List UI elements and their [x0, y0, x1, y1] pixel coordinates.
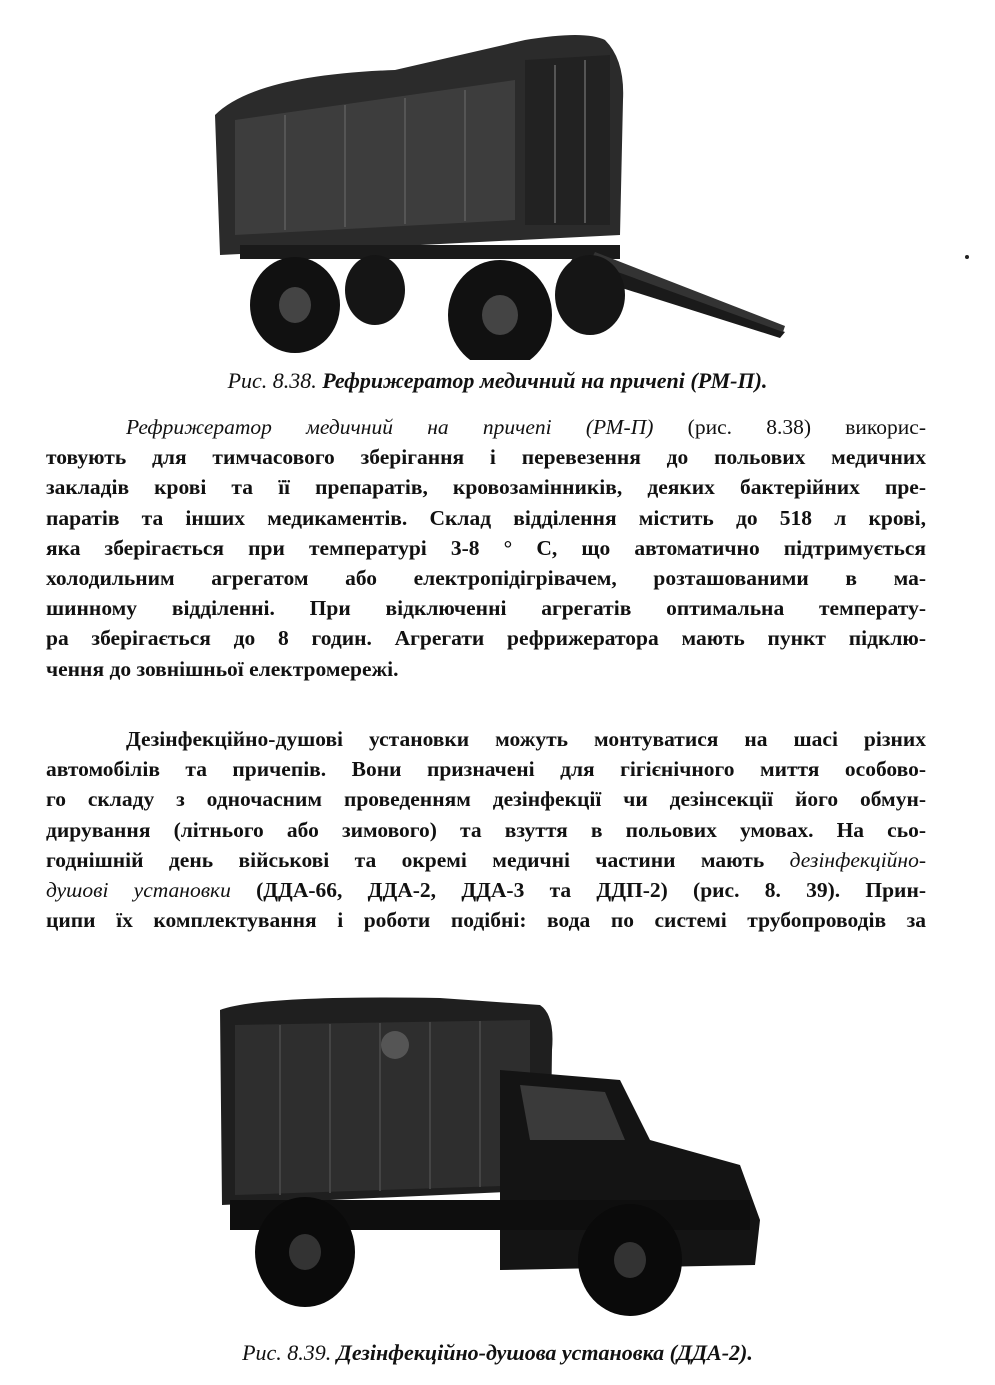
text-line: товують для тимчасового зберігання і перевезення до польових медичних [46, 445, 926, 470]
text-line: паратів та інших медикаментів. Склад відділення містить до 518 л крові, [46, 505, 926, 530]
text-line: Дезінфекційно-душові установки можуть монтуватися на шасі різних [126, 727, 926, 751]
caption-number: Рис. 8.39. [242, 1340, 332, 1365]
paragraph-disinfection [46, 724, 926, 935]
text-line: дирування (літнього або зимового) та взуття в польових умовах. На сьо- [46, 817, 926, 842]
caption-number: Рис. 8.38. [227, 368, 317, 393]
caption-title: Дезінфекційно-душова установка (ДДА-2). [336, 1340, 753, 1365]
text-line: ципи їх комплектування і роботи подібні: вода по системі трубопроводів за [46, 908, 926, 933]
text-line: чення до зовнішньої електромережі. [46, 656, 399, 681]
figure-caption-8-38 [0, 368, 995, 394]
paragraph-refrigerator [46, 412, 926, 684]
text-line: душові установки (ДДА-66, ДДА-2, ДДА-3 та ДДП-2) (рис. 8. 39). Прин- [46, 877, 926, 902]
disinfection-shower-truck-photo [200, 990, 780, 1320]
text-line: холодильним агрегатом або електропідігрівачем, розташованими в ма- [46, 565, 926, 590]
text-line: ра зберігається до 8 годин. Агрегати рефрижератора мають пункт підклю- [46, 626, 926, 651]
text-line: закладів крові та її препаратів, кровозамінників, деяких бактерійних пре- [46, 475, 926, 500]
figure-caption-8-39 [0, 1340, 995, 1366]
caption-title: Рефрижератор медичний на причепі (РМ-П). [322, 368, 768, 393]
text-line: го складу з одночасним проведенням дезінфекції чи дезінсекції його обмун- [46, 787, 926, 812]
text-line: шинному відділенні. При відключенні агрегатів оптимальна температу- [46, 596, 926, 621]
refrigerator-trailer-photo [195, 20, 795, 360]
text-line: автомобілів та причепів. Вони призначені для гігієнічного миття особово- [46, 757, 926, 782]
text-line: яка зберігається при температурі 3-8 ° С, що автоматично підтримується [46, 535, 926, 560]
text-line: годнішній день військові та окремі медичні частини мають дезінфекційно- [46, 847, 926, 872]
page-speck [965, 255, 969, 259]
text-line: Рефрижератор медичний на причепі (РМ-П) (рис. 8.38) викорис- [126, 415, 926, 439]
